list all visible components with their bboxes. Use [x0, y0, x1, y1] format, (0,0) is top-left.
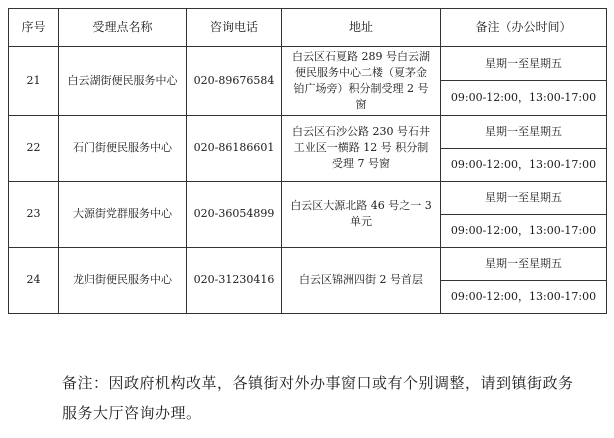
- office-hours: 09:00-12:00，13:00-17:00: [441, 148, 607, 181]
- address: 白云区大源北路 46 号之一 3 单元: [282, 181, 441, 247]
- table-row: [9, 47, 607, 81]
- service-point-name: 大源街党群服务中心: [59, 181, 187, 247]
- service-points-table: [8, 8, 607, 314]
- office-days: 星期一至星期五: [441, 181, 607, 214]
- row-number: 22: [9, 115, 59, 181]
- address: 白云区石沙公路 230 号石井工业区一横路 12 号 积分制受理 7 号窗: [282, 115, 441, 181]
- table-row: [9, 115, 607, 148]
- service-point-name: 石门街便民服务中心: [59, 115, 187, 181]
- office-hours: 09:00-12:00，13:00-17:00: [441, 81, 607, 115]
- service-point-name: 龙归街便民服务中心: [59, 247, 187, 313]
- header-phone: 咨询电话: [187, 9, 282, 47]
- service-point-name: 白云湖街便民服务中心: [59, 47, 187, 116]
- office-hours: 09:00-12:00，13:00-17:00: [441, 214, 607, 247]
- office-days: 星期一至星期五: [441, 115, 607, 148]
- office-days: 星期一至星期五: [441, 47, 607, 81]
- header-no: 序号: [9, 9, 59, 47]
- row-number: 21: [9, 47, 59, 116]
- address: 白云区石夏路 289 号白云湖便民服务中心二楼（夏茅金铂广场旁）积分制受理 2 号窗: [282, 47, 441, 116]
- address: 白云区锦洲四街 2 号首层: [282, 247, 441, 313]
- header-remarks: 备注（办公时间）: [441, 9, 607, 47]
- row-number: 24: [9, 247, 59, 313]
- row-number: 23: [9, 181, 59, 247]
- table-header-row: [9, 9, 607, 47]
- table-row: [9, 181, 607, 214]
- phone-number: 020-36054899: [187, 181, 282, 247]
- header-name: 受理点名称: [59, 9, 187, 47]
- office-days: 星期一至星期五: [441, 247, 607, 280]
- table-row: [9, 247, 607, 280]
- office-hours: 09:00-12:00，13:00-17:00: [441, 280, 607, 313]
- phone-number: 020-31230416: [187, 247, 282, 313]
- phone-number: 020-89676584: [187, 47, 282, 116]
- footnote-remark: 备注：因政府机构改革，各镇街对外办事窗口或有个别调整，请到镇街政务服务大厅咨询办理。: [62, 374, 574, 422]
- phone-number: 020-86186601: [187, 115, 282, 181]
- header-address: 地址: [282, 9, 441, 47]
